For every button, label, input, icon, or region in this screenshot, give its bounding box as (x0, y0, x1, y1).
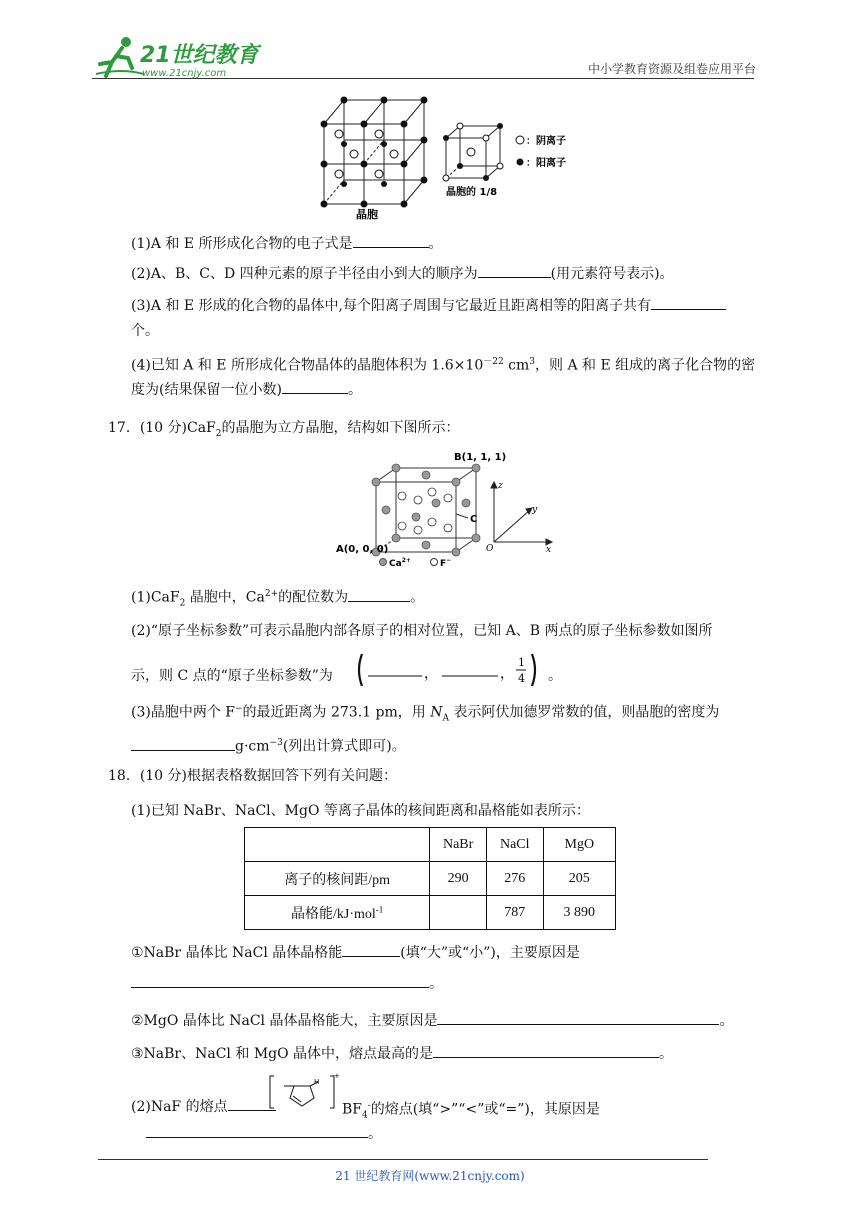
q17-part2-end: 。 (548, 668, 562, 684)
hydrogen-label: H (314, 1078, 320, 1086)
fraction-numerator: 1 (518, 656, 525, 669)
coordinate-axes (491, 482, 552, 545)
fraction-denominator: 4 (518, 672, 525, 685)
cation-legend-icon (517, 159, 524, 166)
header-platform-text: 中小学教育资源及组卷应用平台 (587, 62, 756, 76)
ca-legend-icon (380, 559, 387, 566)
q17-part3-cont: $g\cdot cm^{-3}$(列出计算式即可)。 (131, 733, 406, 757)
q18-part2-end: 。 (146, 1123, 382, 1144)
f-legend-icon (431, 559, 438, 566)
eighth-label: 晶胞的 1/8 (446, 187, 498, 198)
q16-part4-cont: 度为(结果保留一位小数) 。 (131, 379, 362, 400)
answer-blank[interactable] (651, 295, 726, 310)
right-bracket (330, 1076, 334, 1108)
crystal-cell-figure (310, 94, 610, 224)
answer-blank[interactable] (146, 1123, 368, 1138)
q18-sub3: ③NaBr、NaCl 和 MgO 晶体中，熔点最高的是 。 (131, 1043, 673, 1064)
q16-part2: (2)A、B、C、D 四种元素的原子半径由小到大的顺序为 (用元素符号表示)。 (131, 263, 674, 284)
answer-blank[interactable] (353, 233, 429, 248)
site-logo (92, 34, 262, 84)
charge-label: + (334, 1072, 340, 1080)
legend-cation: ：阳离子 (526, 158, 566, 169)
coordinate-answer (356, 650, 546, 690)
answer-blank[interactable] (433, 1043, 659, 1058)
axis-x-label: x (546, 545, 552, 555)
q17-part1: (1)CaF$_2$ 晶胞中，$Ca^{2+}$的配位数为 。 (131, 584, 424, 613)
caf2-cell-svg (330, 448, 570, 572)
table-row: 晶格能/kJ·mol$^{-1}$ 787 3 890 (245, 896, 616, 930)
answer-blank[interactable] (282, 379, 348, 394)
answer-blank[interactable] (131, 736, 235, 751)
footer-divider (98, 1159, 708, 1160)
ring-icon (284, 1082, 318, 1106)
caf2-cell-figure (330, 448, 570, 572)
table-header-row: NaBr NaCl MgO (245, 828, 616, 862)
anion-legend-icon (516, 136, 524, 144)
q17-part3: (3)晶胞中两个 F−的最近距离为 273.1 pm，用 $N_A$ 表示阿伏加德罗常数的值，则晶胞的密度为 (131, 704, 720, 724)
answer-blank[interactable] (131, 973, 429, 988)
answer-blank[interactable] (478, 263, 551, 278)
q16-part1: (1)A 和 E 所形成化合物的电子式是 。 (131, 233, 443, 254)
q18-part2: (2)NaF 的熔点 (131, 1096, 276, 1117)
point-c-label: C (470, 514, 478, 525)
crystal-cell-svg (310, 94, 610, 224)
runner-icon (96, 37, 144, 76)
q18-sub1: ①NaBr 晶体比 NaCl 晶体晶格能 (填“大”或“小”)，主要原因是 (131, 942, 580, 963)
imidazolium-structure (268, 1072, 340, 1112)
q18-part2-cont: $BF_4^-$的熔点(填“>”“<”或“=”)，其原因是 (342, 1101, 600, 1121)
point-b-label: B(1, 1, 1) (454, 452, 507, 463)
header-divider (92, 78, 754, 79)
q16-part3: (3)A 和 E 形成的化合物的晶体中,每个阳离子周围与它最近且距离相等的阳离子共有 (131, 295, 726, 316)
svg-text:，: ， (500, 666, 514, 682)
q18-part1: (1)已知 NaBr、NaCl、MgO 等离子晶体的核间距离和晶格能如表所示： (131, 803, 590, 819)
logo-url: www.21cnjy.com (142, 68, 227, 79)
right-paren (532, 654, 535, 686)
q18-sub1-cont: 。 (131, 973, 443, 994)
axis-y-label: y (532, 505, 538, 515)
q17-part2-cont: 示，则 C 点的“原子坐标参数”为 (131, 668, 333, 684)
q17-part2: (2)“原子坐标参数”可表示晶胞内部各原子的相对位置，已知 A、B 两点的原子坐标参数如图所 (131, 623, 713, 639)
legend-ca: $Ca^{2+}$ (389, 557, 411, 569)
q18-title: 18．(10 分)根据表格数据回答下列有关问题： (108, 768, 398, 784)
table-row: 离子的核间距/pm 290 276 205 (245, 862, 616, 896)
q18-sub2: ②MgO 晶体比 NaCl 晶体晶格能大，主要原因是 。 (131, 1010, 733, 1031)
axis-z-label: z (498, 481, 503, 491)
q16-part3-cont: 个。 (131, 323, 159, 339)
point-a-label: A(0, 0, 0) (336, 544, 389, 555)
svg-text:，: ， (424, 666, 438, 682)
answer-blank[interactable] (437, 1010, 719, 1025)
q17-title: 17．(10 分)CaF$_2$的晶胞为立方晶胞，结构如下图所示： (108, 420, 460, 439)
left-bracket (270, 1076, 274, 1108)
left-paren (359, 654, 362, 686)
footer-link[interactable]: 21 世纪教育网(www.21cnjy.com) (335, 1169, 525, 1183)
legend-anion: ：阴离子 (526, 136, 566, 147)
axis-o-label: O (486, 544, 494, 554)
answer-blank[interactable] (342, 942, 400, 957)
cell-label: 晶胞 (356, 208, 378, 221)
q16-part4: (4)已知 A 和 E 所形成化合物晶体的晶胞体积为 $1.6\times 10^{-22}$ $cm^3$，则 A 和 E 组成的离子化合物的密 (131, 357, 756, 374)
legend-f: F− (440, 557, 452, 569)
logo-text: 21世纪教育 (140, 43, 259, 68)
answer-blank[interactable] (348, 587, 410, 602)
lattice-energy-table (244, 827, 616, 930)
